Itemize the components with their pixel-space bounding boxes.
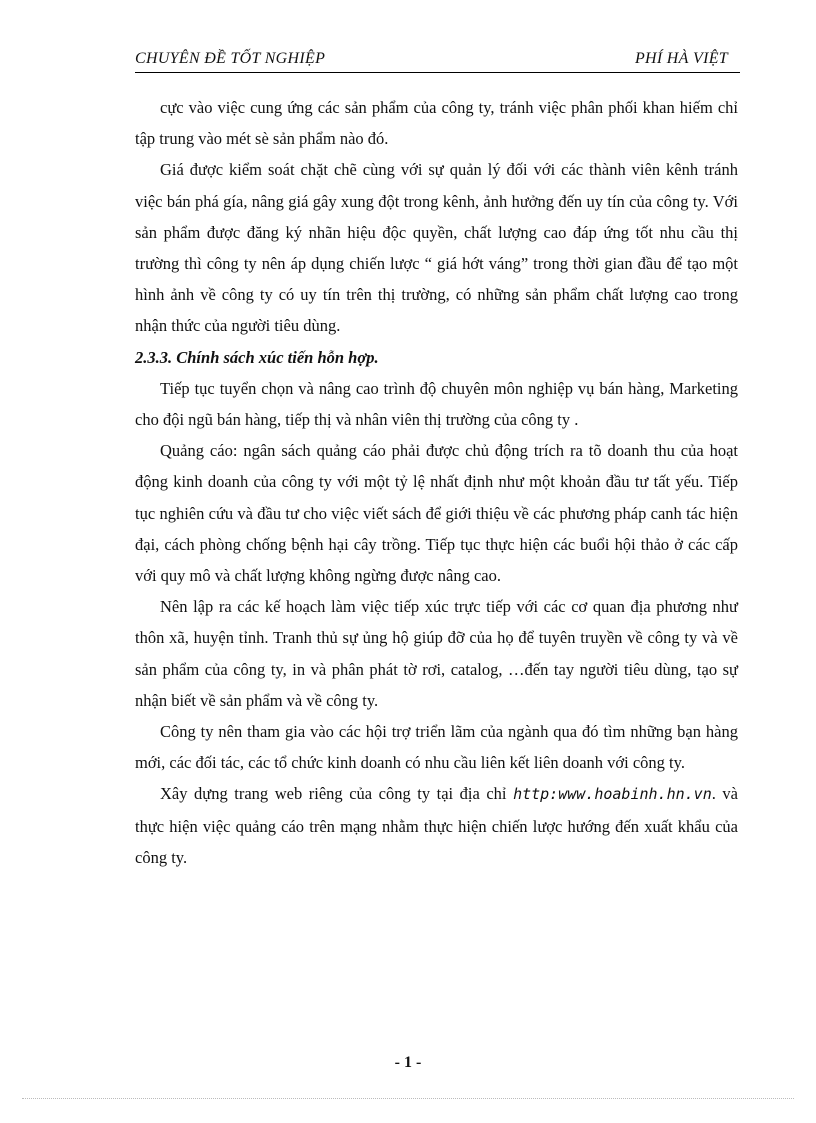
paragraph: Tiếp tục tuyển chọn và nâng cao trình độ chuyên môn nghiệp vụ bán hàng, Marketing cho đội ngũ bán hàng, tiếp thị và nhân viên thị trường của công ty . (135, 378, 738, 430)
paragraph: Nên lập ra các kế hoạch làm việc tiếp xúc trực tiếp với các cơ quan địa phương như thôn xã, huyện tỉnh. Tranh thủ sự ủng hộ giúp đỡ của họ để tuyên truyền về công ty và về sản phẩm của công ty, in và phân phát tờ rơi, catalog, …đến tay người tiêu dùng, tạo sự nhận biết về sản phẩm và về công ty. (135, 597, 738, 710)
paragraph (135, 778, 738, 873)
paragraph-text: Xây dựng trang web riêng của công ty tại địa chỉ (160, 784, 514, 804)
header-title: CHUYÊN ĐỀ TỐT NGHIỆP (135, 50, 326, 67)
website-url: http:www.hoabinh.hn.vn (513, 785, 712, 804)
paragraph: Quảng cáo: ngân sách quảng cáo phải được chủ động trích ra tõ doanh thu của hoạt động kinh doanh của công ty với một tỷ lệ nhất định như một khoản đầu tư tất yếu. Tiếp tục nghiên cứu và đầu tư cho việc viết sách để giới thiệu về các phương pháp canh tác hiện đại, cách phòng chống bệnh hại cây trồng. Tiếp tục thực hiện các buổi hội thảo ở các cấp với quy mô và chất lượng không ngừng được nâng cao. (135, 441, 738, 586)
document-body (135, 92, 738, 873)
page-number: - 1 - (394, 1054, 422, 1071)
paragraph: cực vào việc cung ứng các sản phẩm của công ty, tránh việc phân phối khan hiếm chỉ tập trung vào mét sè sản phẩm nào đó. (135, 98, 738, 149)
page-header (135, 50, 740, 73)
header-author: PHÍ HÀ VIỆT (634, 50, 728, 67)
paragraph: Công ty nên tham gia vào các hội trợ triển lãm của ngành qua đó tìm những bạn hàng mới, các đối tác, các tổ chức kinh doanh có nhu cầu liên kết liên doanh với công ty. (135, 722, 738, 773)
footer-divider (22, 1098, 794, 1099)
paragraph-text: . và thực hiện việc quảng cáo trên mạng nhằm thực hiện chiến lược hướng đến xuất khẩu của công ty. (135, 784, 738, 867)
section-heading: 2.3.3. Chính sách xúc tiến hỗn hợp. (135, 347, 379, 367)
paragraph: Giá được kiểm soát chặt chẽ cùng với sự quản lý đối với các thành viên kênh tránh việc bán phá gía, nâng giá gây xung đột trong kênh, ảnh hưởng đến uy tín của công ty. Với sản phẩm được đăng ký nhãn hiệu độc quyền, chất lượng cao đáp ứng tốt nhu cầu thị trường thì công ty nên áp dụng chiến lược “ giá hớt váng” trong thời gian đầu để tạo một hình ảnh về công ty có uy tín trên thị trường, có những sản phẩm chất lượng cao trong nhận thức của người tiêu dùng. (135, 160, 738, 336)
